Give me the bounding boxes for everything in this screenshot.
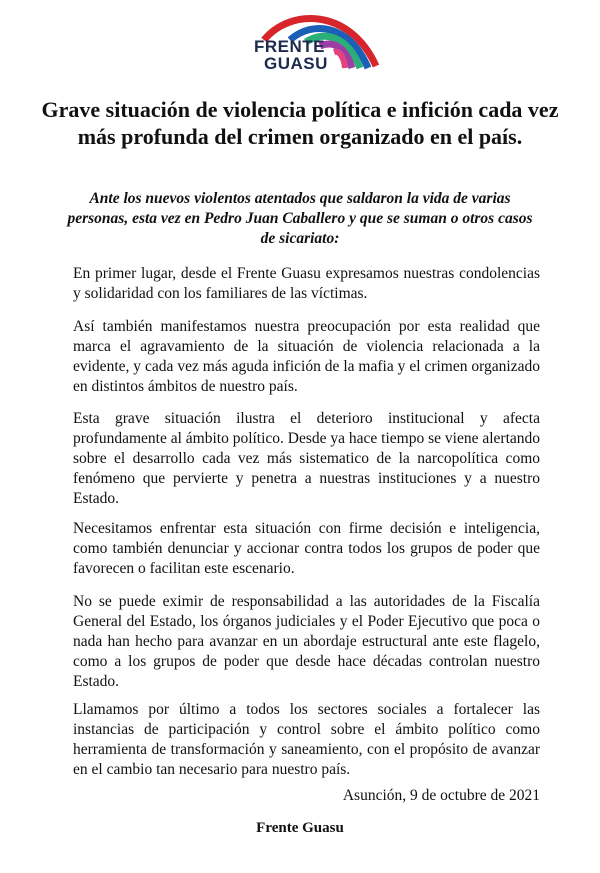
paragraph-3-block: [73, 409, 540, 528]
paragraph-2-block: [73, 317, 540, 416]
paragraph-6-block: [73, 700, 540, 799]
frente-guasu-logo: [250, 10, 380, 72]
paragraph: No se puede eximir de responsabilidad a las autoridades de la Fiscalía General del Estado, los órganos judiciales y el Poder Ejecutivo que poca o nada han hecho para avanzar en un abordaje estructural ante este flagelo, como a los grupos de poder que desde hace décadas controlan nuestro Estado.: [73, 593, 540, 690]
paragraph: En primer lugar, desde el Frente Guasu expresamos nuestras condolencias y solidaridad con los familiares de las víctimas.: [73, 265, 540, 302]
page-title: Grave situación de violencia política e infición cada vez más profunda del crimen organizado en el país.: [41, 97, 559, 149]
paragraph: Así también manifestamos nuestra preocupación por esta realidad que marca el agravamiento de la situación de violencia relacionada a la evidente, y cada vez más aguda infición de la mafia y el crimen organizado en distintos ámbitos de nuestro país.: [73, 318, 540, 395]
subtitle: Ante los nuevos violentos atentados que saldaron la vida de varias personas, esta vez en Pedro Juan Caballero y que se suman o otros casos de sicariato:: [67, 190, 533, 247]
logo-word-guasu: GUASU: [264, 54, 328, 73]
paragraph: Esta grave situación ilustra el deterioro institucional y afecta profundamente al ámbito político. Desde ya hace tiempo se viene alertando sobre el desarrollo cada vez más sistematico de la narcopolítica como fenómeno que pervierte y penetra a nuestras instituciones y a nuestro Estado.: [73, 410, 540, 507]
paragraph-4-block: [73, 519, 540, 598]
logo-word-frente: FRENTE: [254, 37, 325, 56]
date-line: Asunción, 9 de octubre de 2021: [342, 787, 540, 804]
paragraph-5-block: [73, 592, 540, 711]
signature: Frente Guasu: [256, 820, 344, 836]
paragraph: Llamamos por último a todos los sectores sociales a fortalecer las instancias de participación y control sobre el ámbito político como herramienta de transformación y saneamiento, con el propósito de avanzar en el cambio tan necesario para nuestro país.: [73, 701, 540, 778]
paragraph-1-block: [73, 264, 540, 323]
paragraph: Necesitamos enfrentar esta situación con firme decisión e inteligencia, como también denunciar y accionar contra todos los grupos de poder que favorecen o facilitan este escenario.: [73, 520, 540, 577]
